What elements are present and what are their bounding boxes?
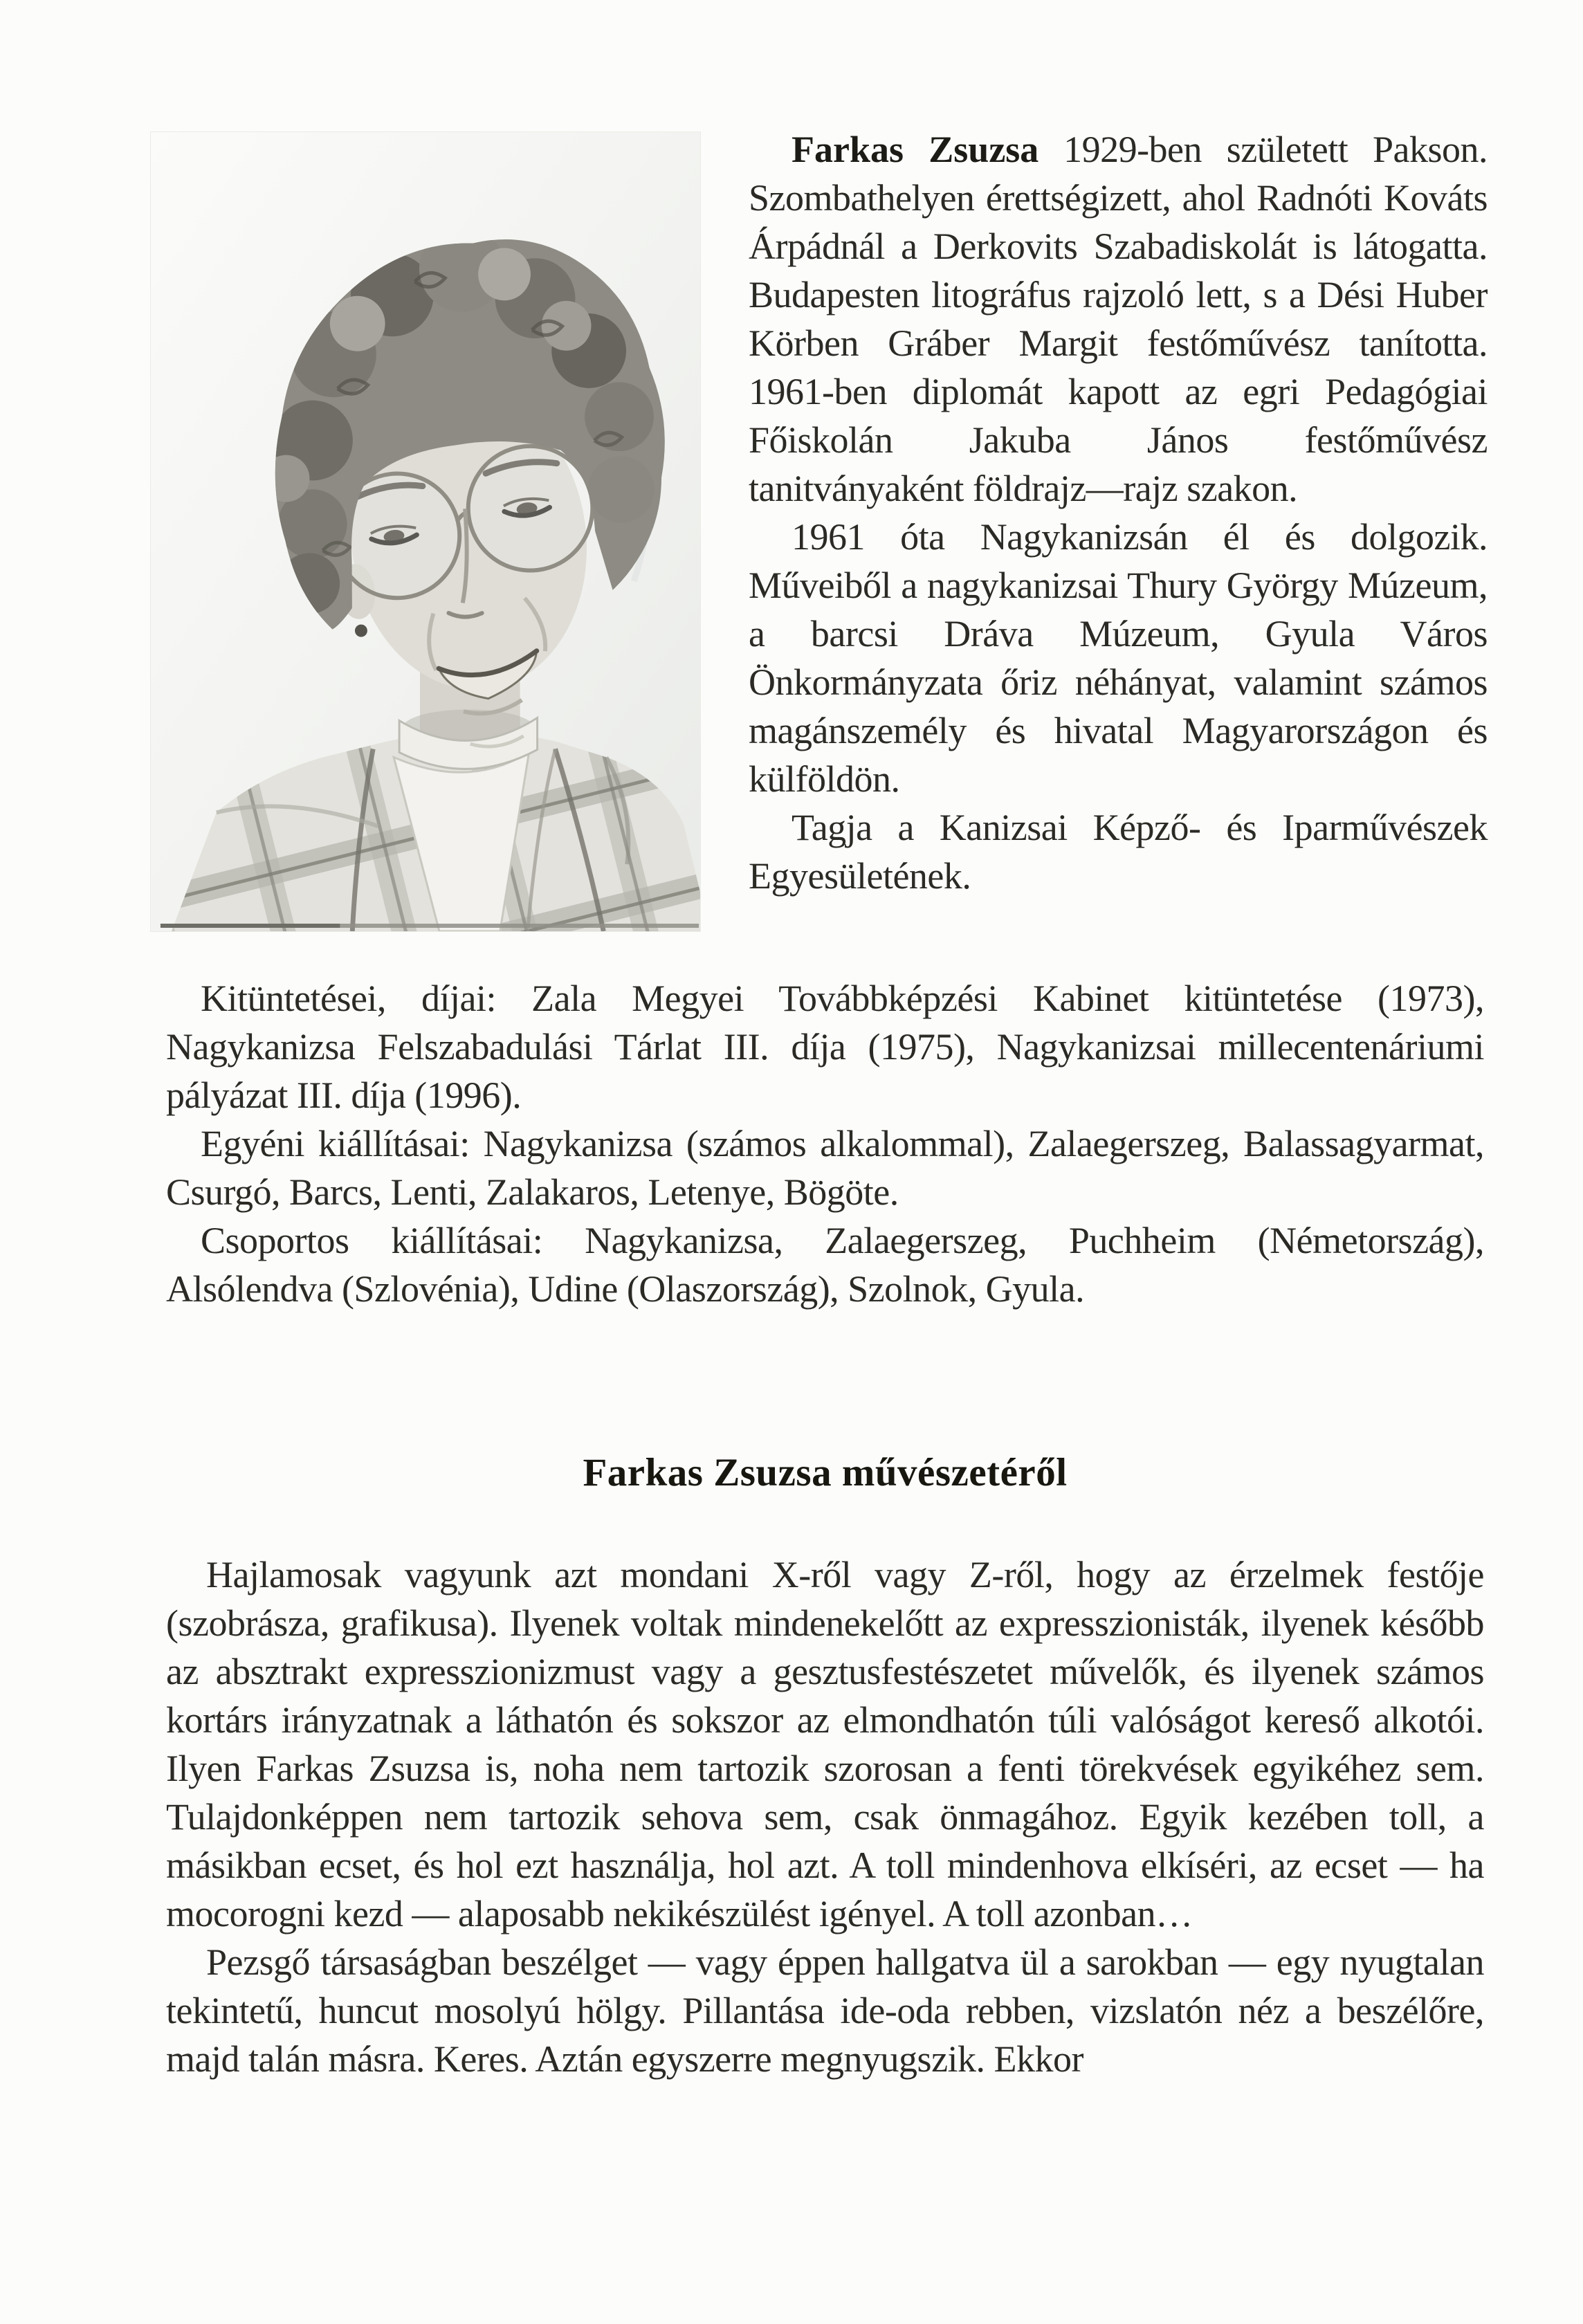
portrait-photo bbox=[150, 131, 701, 932]
details-block bbox=[166, 974, 1484, 1313]
bio-intro-paragraph bbox=[749, 125, 1488, 513]
group-exhibitions-paragraph: Csoportos kiállításai: Nagykanizsa, Zalaegerszeg, Puchheim (Németország), Alsólendva (Szlovénia), Udine (Olaszország), Szolnok, Gyula. bbox=[166, 1220, 1484, 1310]
solo-exhibitions-paragraph: Egyéni kiállításai: Nagykanizsa (számos alkalommal), Zalaegerszeg, Balassagyarmat, Csurgó, Barcs, Lenti, Zalakaros, Letenye, Bögöte. bbox=[166, 1123, 1484, 1213]
bio-column bbox=[749, 125, 1488, 900]
portrait-photo-drawing bbox=[151, 132, 700, 931]
bio-membership-paragraph: Tagja a Kanizsai Képző- és Iparművészek Egyesületének. bbox=[749, 807, 1488, 897]
essay-heading: Farkas Zsuzsa művészetéről bbox=[583, 1451, 1068, 1494]
essay-block bbox=[166, 1550, 1484, 2083]
awards-paragraph: Kitüntetései, díjai: Zala Megyei Továbbképzési Kabinet kitüntetése (1973), Nagykanizsa Felszabadulási Tárlat III. díja (1975), Nagykanizsai millecentenáriumi pályázat III. díja (1996). bbox=[166, 978, 1484, 1116]
essay-paragraph-2: Pezsgő társaságban beszélget — vagy éppen hallgatva ül a sarokban — egy nyugtalan tekintetű, huncut mosolyú hölgy. Pillantása ide-oda rebben, vizslatón néz a beszélőre, majd talán másra. Keres. Aztán egyszerre megnyugszik. Ekkor bbox=[166, 1941, 1484, 2080]
essay-paragraph-1: Hajlamosak vagyunk azt mondani X-ről vagy Z-ről, hogy az érzelmek festője (szobrásza, grafikusa). Ilyenek voltak mindenekelőtt az expresszionisták, ilyenek később az absztrakt expresszionizmust vagy a gesztusfestészetet művelők, és ilyenek számos kortárs irányzatnak a láthatón és sokszor az elmondhatón túli valóságot kereső alkotói. Ilyen Farkas Zsuzsa is, noha nem tartozik szorosan a fenti törekvések egyikéhez sem. Tulajdonképpen nem tartozik sehova sem, csak önmagához. Egyik kezében toll, a másikban ecset, és hol ezt használja, hol azt. A toll mindenhova elkíséri, az ecset — ha mocorogni kezd — alaposabb nekikészülést igényel. A toll azonban… bbox=[166, 1554, 1484, 1934]
person-name: Farkas Zsuzsa bbox=[792, 129, 1039, 170]
bio-residence-paragraph: 1961 óta Nagykanizsán él és dolgozik. Műveiből a nagykanizsai Thury György Múzeum, a barcsi Dráva Múzeum, Gyula Város Önkormányzata őriz néhányat, valamint számos magánszemély és hivatal Magyarországon és külföldön. bbox=[749, 516, 1488, 800]
bio-intro-text: 1929-ben született Pakson. Szombathelyen érettségizett, ahol Radnóti Kováts Árpádnál a Derkovits Szabadiskolát is látogatta. Budapesten litográfus rajzoló lett, s a Dési Huber Körben Gráber Margit festőművész tanította. 1961-ben diplomát kapott az egri Pedagógiai Főiskolán Jakuba János festőművész tanitványaként földrajz—rajz szakon. bbox=[749, 129, 1488, 509]
